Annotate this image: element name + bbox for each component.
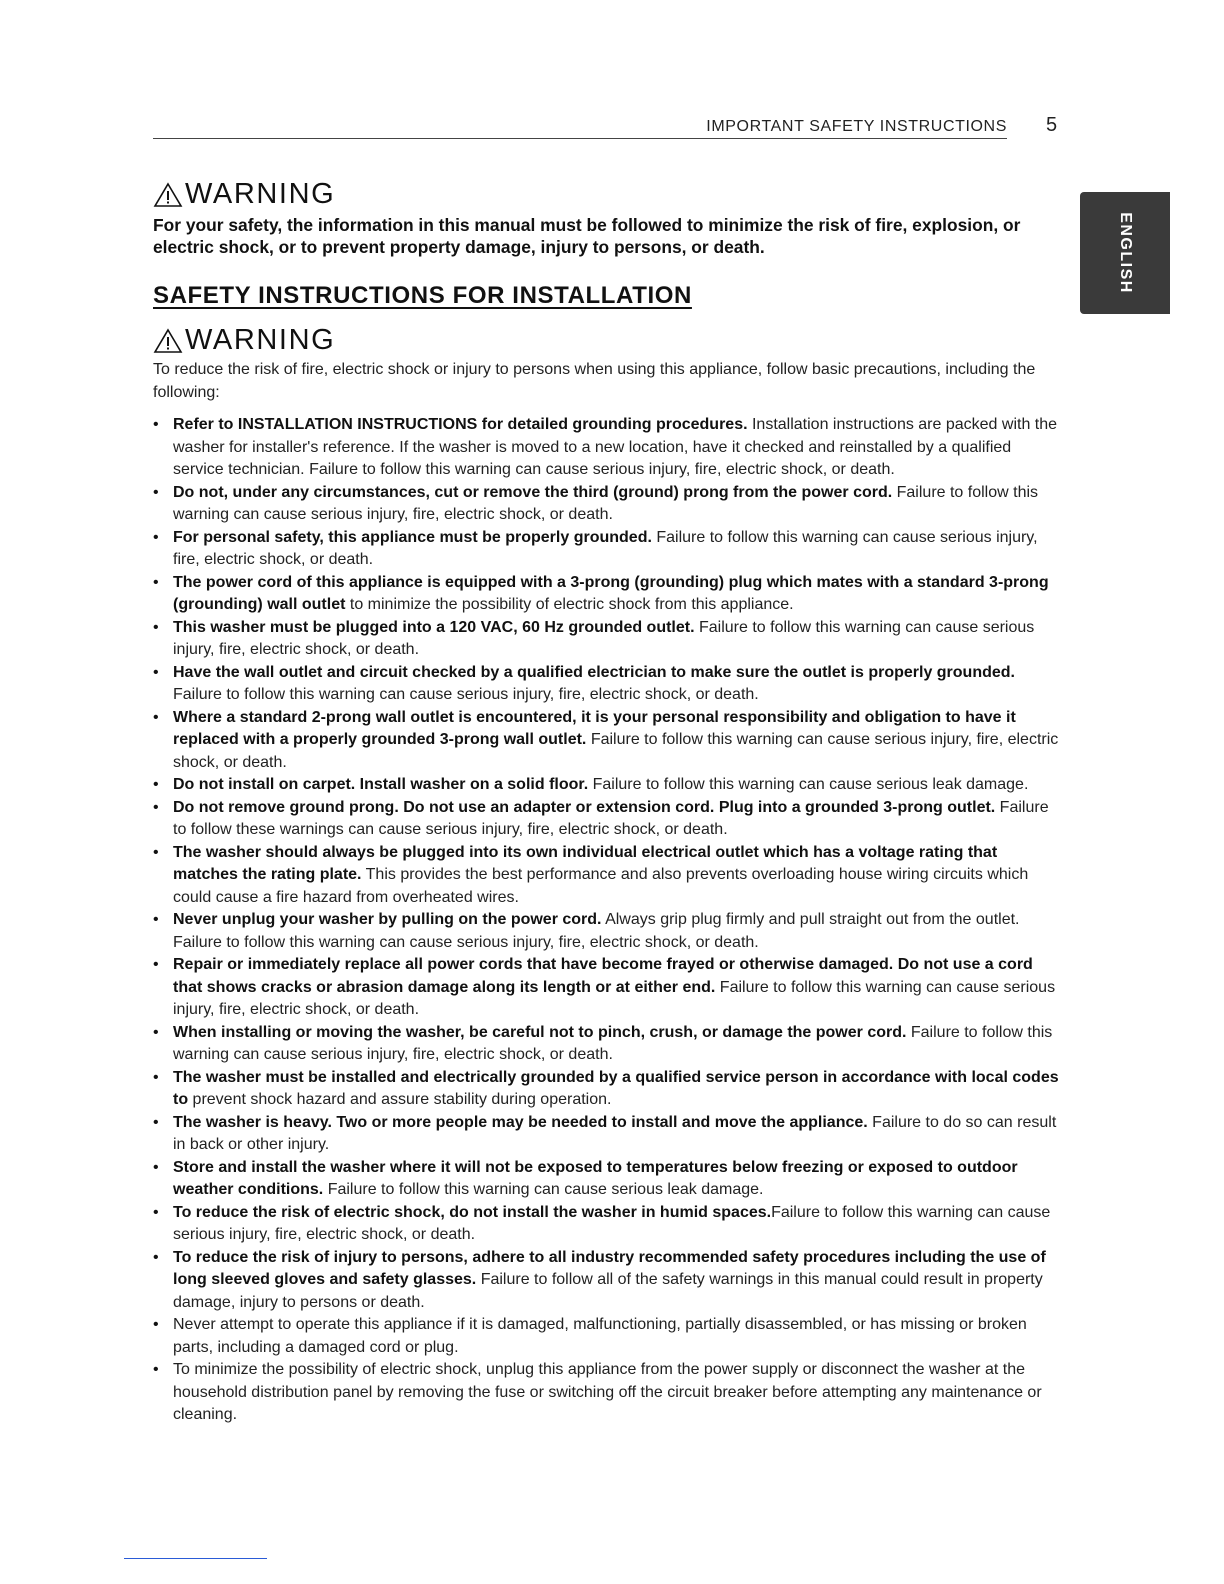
instruction-text: Installation instructions are packed with the washer for installer's reference. If the washer is moved to a new location, have it checked and reinstalled by a qualified service technician. Failure to follow this warning can cause serious injury, fire, electric shock, or death. (173, 416, 1058, 478)
instruction-item (153, 1157, 1061, 1202)
instruction-bold-text: Store and install the washer where it will not be exposed to temperatures below freezing or exposed to outdoor weather conditions. (173, 1158, 1018, 1198)
page-header (153, 112, 1007, 139)
warning-label: WARNING (185, 178, 336, 210)
instruction-bold-text: Never unplug your washer by pulling on the power cord. (173, 911, 602, 928)
instruction-item (153, 414, 1061, 482)
instruction-text: Failure to follow this warning can cause serious leak damage. (323, 1181, 764, 1198)
instruction-bold-text: Have the wall outlet and circuit checked by a qualified electrician to make sure the outlet is properly grounded. (173, 663, 1015, 681)
instruction-text: Failure to follow this warning can cause serious injury, fire, electric shock, or death. (173, 483, 1039, 523)
instruction-item (153, 1314, 1061, 1359)
instruction-item (153, 842, 1061, 910)
instruction-item (153, 1112, 1061, 1157)
instruction-text: To minimize the possibility of electric shock, unplug this appliance from the power supply or disconnect the washer at the household distribution panel by removing the fuse or switching off the circuit breaker before attempting any maintenance or cleaning. (173, 1361, 1042, 1423)
bullet-icon: • (153, 956, 159, 973)
bullet-icon: • (153, 1113, 159, 1131)
instruction-text: This provides the best performance and also prevents overloading house wiring circuits which could cause a fire hazard from overheated wires. (173, 866, 1029, 906)
warning-heading-2 (153, 324, 335, 357)
bullet-icon: • (153, 843, 159, 861)
warning-lead-text: To reduce the risk of fire, electric shock or injury to persons when using this appliance, follow basic precautions, including the following: (153, 361, 1036, 401)
instruction-text: Failure to follow this warning can cause serious injury, fire, electric shock, or death. (173, 528, 1038, 568)
language-tab-label: ENGLISH (1117, 212, 1134, 294)
bullet-icon: • (153, 573, 159, 591)
instruction-bold-text: The washer should always be plugged into its own individual electrical outlet which has a voltage rating that matches the rating plate. (173, 843, 998, 883)
warning-heading-1 (153, 178, 335, 211)
bullet-icon: • (153, 663, 159, 681)
instruction-item (153, 572, 1061, 617)
warning-triangle-icon (153, 182, 183, 208)
instruction-bold-text: Do not, under any circumstances, cut or remove the third (ground) prong from the power cord. (173, 483, 893, 501)
instruction-item (153, 1022, 1061, 1067)
instruction-bold-text: Where a standard 2-prong wall outlet is encountered, it is your personal responsibility and obligation to have it replaced with a properly grounded 3-prong wall outlet. (173, 708, 1016, 748)
instruction-item (153, 1202, 1061, 1247)
instruction-item (153, 1067, 1061, 1112)
instruction-bold-text: Refer to INSTALLATION INSTRUCTIONS for detailed grounding procedures. (173, 416, 748, 433)
instruction-text: Failure to follow this warning can cause serious injury, fire, electric shock, or death. (173, 978, 1056, 1018)
bullet-icon: • (153, 1248, 159, 1266)
instruction-item (153, 707, 1061, 775)
instruction-item (153, 482, 1061, 527)
instruction-text: prevent shock hazard and assure stability during operation. (188, 1091, 612, 1108)
instruction-text: Failure to follow these warnings can cause serious injury, fire, electric shock, or death. (173, 798, 1049, 838)
instruction-text: Failure to follow this warning can cause serious injury, fire, electric shock, or death. (173, 731, 1059, 771)
instruction-text: Failure to follow this warning can cause serious leak damage. (588, 776, 1029, 793)
instruction-item (153, 1359, 1061, 1427)
instruction-text: Failure to follow this warning can cause serious injury, fire, electric shock, or death. (173, 686, 759, 703)
instruction-text: Failure to do so can result in back or other injury. (173, 1113, 1057, 1153)
bullet-icon: • (153, 776, 159, 793)
instruction-item (153, 909, 1061, 954)
instruction-text: Failure to follow this warning can cause serious injury, fire, electric shock, or death. (173, 1203, 1051, 1243)
bullet-icon: • (153, 1361, 159, 1378)
instruction-bold-text: To reduce the risk of injury to persons, adhere to all industry recommended safety procedures including the use of long sleeved gloves and safety glasses. (173, 1248, 1046, 1288)
instruction-item (153, 774, 1061, 797)
instruction-item (153, 797, 1061, 842)
bullet-icon: • (153, 1023, 159, 1041)
bullet-icon: • (153, 798, 159, 816)
instruction-bold-text: To reduce the risk of electric shock, do not install the washer in humid spaces. (173, 1203, 772, 1221)
instruction-list (153, 414, 1061, 1427)
bullet-icon: • (153, 1316, 159, 1333)
section-title: SAFETY INSTRUCTIONS FOR INSTALLATION (153, 282, 692, 309)
bullet-icon: • (153, 1068, 159, 1086)
instruction-item (153, 617, 1061, 662)
instruction-text: Failure to follow all of the safety warnings in this manual could result in property damage, injury to persons or death. (173, 1271, 1043, 1311)
bullet-icon: • (153, 416, 159, 433)
instruction-bold-text: This washer must be plugged into a 120 VAC, 60 Hz grounded outlet. (173, 618, 695, 636)
instruction-bold-text: Do not install on carpet. Install washer on a solid floor. (173, 776, 589, 793)
instruction-item (153, 1247, 1061, 1315)
instruction-bold-text: When installing or moving the washer, be careful not to pinch, crush, or damage the power cord. (173, 1023, 907, 1041)
instruction-text: Failure to follow this warning can cause serious injury, fire, electric shock, or death. (173, 618, 1035, 658)
bullet-icon: • (153, 1203, 159, 1221)
instruction-item (153, 662, 1061, 707)
instruction-item (153, 954, 1061, 1022)
bullet-icon: • (153, 1158, 159, 1176)
instruction-bold-text: Do not remove ground prong. Do not use an adapter or extension cord. Plug into a grounded 3-prong outlet. (173, 798, 996, 816)
instruction-bold-text: The power cord of this appliance is equipped with a 3-prong (grounding) plug which mates with a standard 3-prong (grounding) wall outlet (173, 573, 1049, 613)
instruction-text: Never attempt to operate this appliance if it is damaged, malfunctioning, partially disassembled, or has missing or broken parts, including a damaged cord or plug. (173, 1316, 1027, 1356)
warning-label: WARNING (185, 324, 336, 356)
instruction-bold-text: The washer is heavy. Two or more people may be needed to install and move the appliance. (173, 1113, 868, 1131)
header-title: IMPORTANT SAFETY INSTRUCTIONS (706, 118, 1007, 135)
bullet-icon: • (153, 708, 159, 726)
instruction-item (153, 527, 1061, 572)
language-tab (1080, 192, 1170, 314)
instruction-bold-text: The washer must be installed and electrically grounded by a qualified service person in accordance with local codes to (173, 1068, 1059, 1108)
instruction-bold-text: Repair or immediately replace all power cords that have become frayed or otherwise damaged. Do not use a cord that shows cracks or abrasion damage along its length or at either end. (173, 956, 1033, 996)
bullet-icon: • (153, 483, 159, 501)
bullet-icon: • (153, 528, 159, 546)
instruction-text: to minimize the possibility of electric shock from this appliance. (345, 596, 794, 613)
bullet-icon: • (153, 618, 159, 636)
instruction-bold-text: For personal safety, this appliance must be properly grounded. (173, 528, 652, 546)
safety-intro: For your safety, the information in this manual must be followed to minimize the risk of fire, explosion, or electric shock, or to prevent property damage, injury to persons, or death. (153, 215, 1021, 257)
page-number: 5 (1046, 114, 1058, 136)
warning-triangle-icon (153, 328, 183, 354)
footer-rule (124, 1558, 267, 1559)
bullet-icon: • (153, 911, 159, 928)
instruction-text: Failure to follow this warning can cause serious injury, fire, electric shock, or death. (173, 1023, 1053, 1063)
instruction-text: Always grip plug firmly and pull straight out from the outlet. Failure to follow this warning can cause serious injury, fire, electric shock, or death. (173, 911, 1020, 951)
